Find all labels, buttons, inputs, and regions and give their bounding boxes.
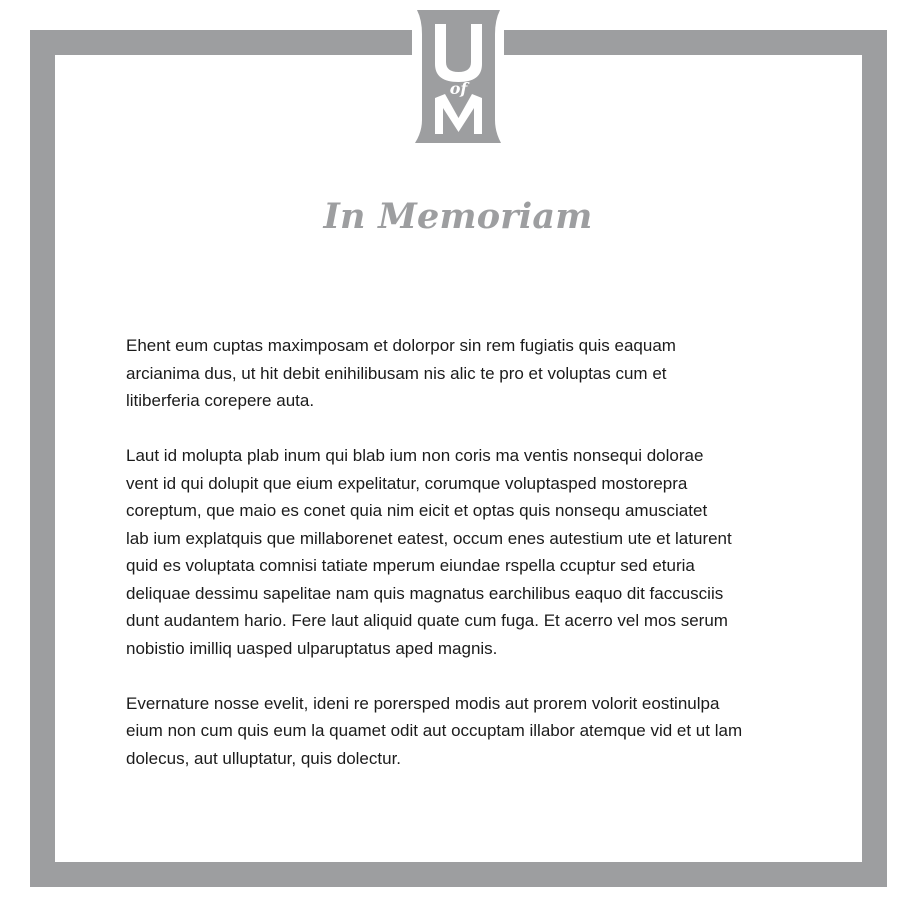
- paragraph-line: quid es voluptata comnisi tatiate mperum eiundae rspella ccuptur sed eturia: [126, 556, 695, 575]
- memoriam-body: [126, 332, 826, 800]
- paragraph-line: arcianima dus, ut hit debit enihilibusam nis alic te pro et voluptas cum et: [126, 363, 667, 383]
- page-title: In Memoriam: [323, 196, 593, 237]
- paragraph-line: lab ium explatquis que millaborenet eatest, occum enes autestium ute et laturent: [126, 528, 732, 548]
- paragraph-3: [126, 690, 826, 773]
- paragraph-line: vent id qui dolupit que eium expelitatur, corumque voluptasped mostorepra: [126, 473, 688, 493]
- paragraph-line: Evernature nosse evelit, ideni re porersped modis aut prorem volorit eostinulpa: [126, 693, 720, 713]
- paragraph-line: dolecus, aut ulluptatur, quis dolectur.: [126, 748, 402, 768]
- paragraph-line: nobistio imilliq uasped ulparuptatus aped magnis.: [126, 638, 498, 658]
- logo-of-text: of: [449, 79, 468, 98]
- paragraph-line: coreptum, que maio es conet quia nim eicit et optas quis nonsequ amusciatet: [126, 501, 708, 520]
- u-of-m-logo-icon: [415, 10, 502, 143]
- paragraph-line: Laut id molupta plab inum qui blab ium non coris ma ventis nonsequi dolorae: [126, 446, 704, 465]
- paragraph-line: eium non cum quis eum la quamet odit aut occuptam illabor atemque vid et ut lam: [126, 721, 743, 740]
- paragraph-line: dunt audantem hario. Fere laut aliquid quate cum fuga. Et acerro vel mos serum: [126, 611, 728, 630]
- paragraph-line: litiberferia corepere auta.: [126, 391, 315, 410]
- paragraph-line: Ehent eum cuptas maximposam et dolorpor sin rem fugiatis quis eaquam: [126, 336, 676, 355]
- paragraph-line: deliquae dessimu sapelitae nam quis magnatus earchilibus eaquo dit faccusciis: [126, 583, 724, 603]
- paragraph-2: [126, 442, 826, 662]
- paragraph-1: [126, 332, 826, 415]
